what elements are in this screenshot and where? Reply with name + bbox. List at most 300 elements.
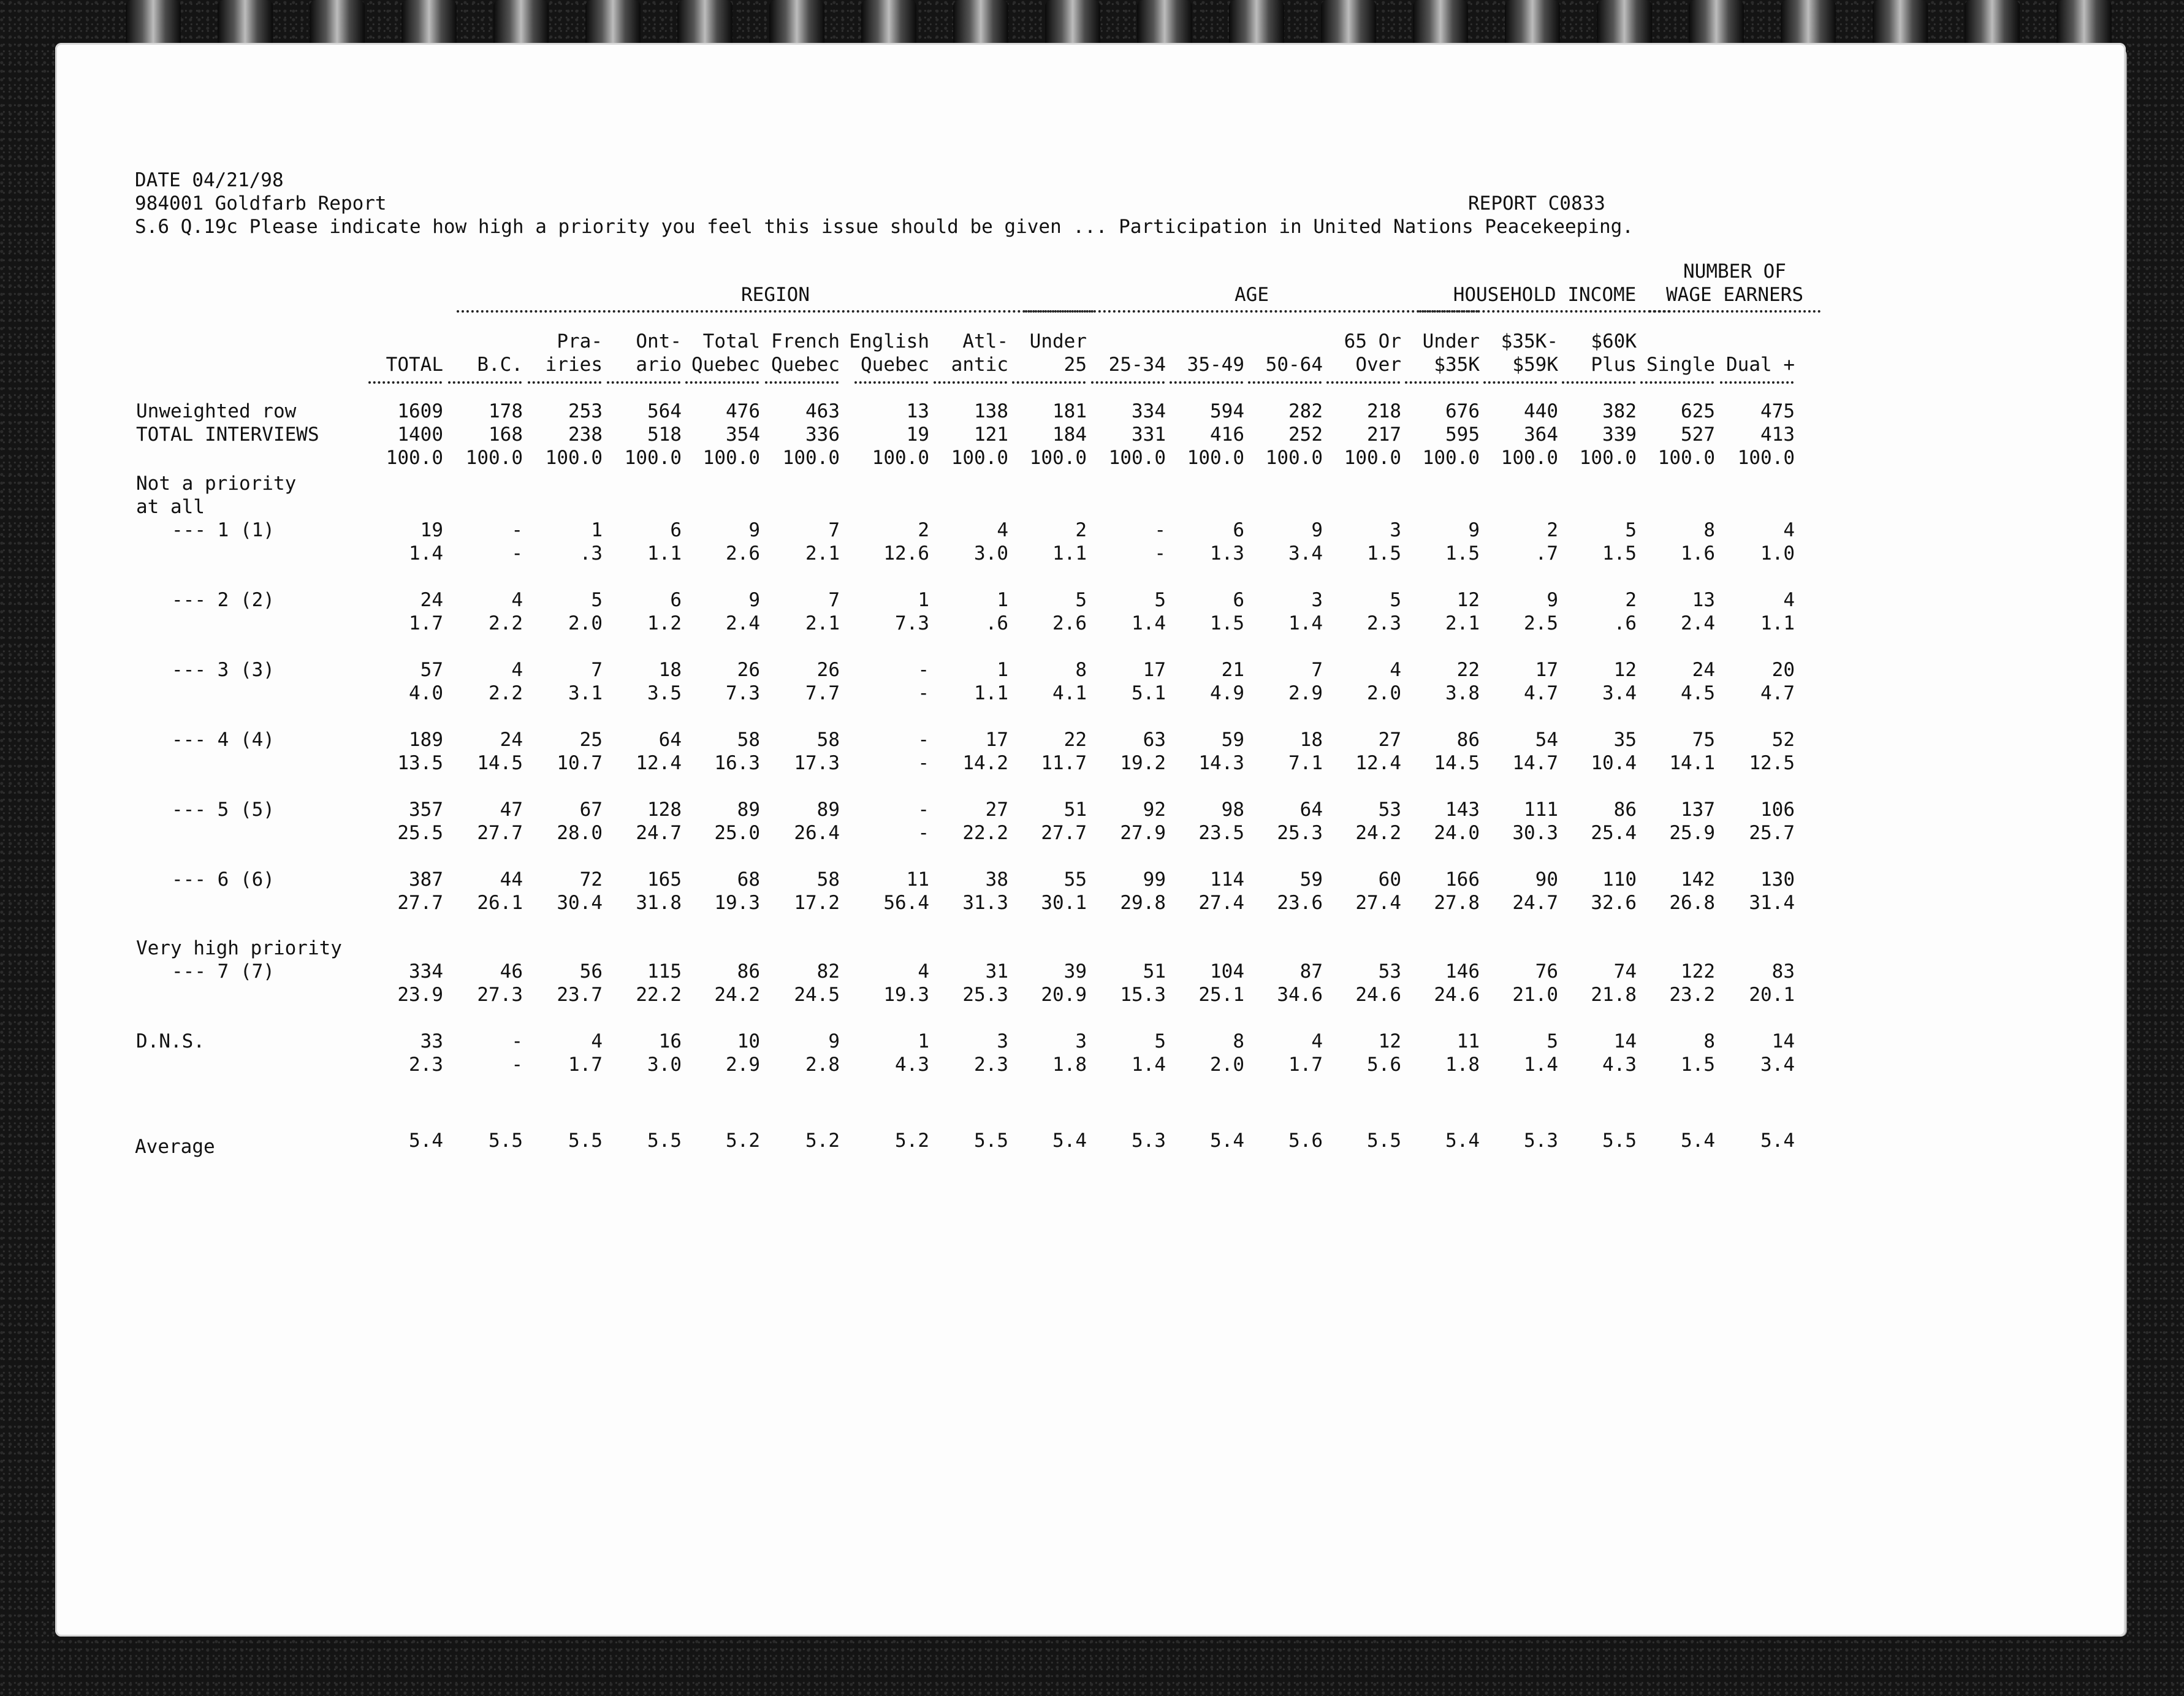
row-label: --- 7 (7) bbox=[172, 960, 275, 983]
count-cell: 26 bbox=[737, 659, 760, 681]
percent-cell: 5.1 bbox=[1132, 682, 1166, 704]
count-cell: 76 bbox=[1535, 960, 1558, 983]
percent-cell: 32.6 bbox=[1591, 892, 1637, 914]
column-header-rule bbox=[685, 381, 759, 384]
percent-cell: 1.1 bbox=[1052, 542, 1087, 565]
percent-cell: 2.0 bbox=[568, 612, 603, 634]
count-cell: 12 bbox=[1456, 589, 1480, 611]
percent-cell: 2.6 bbox=[726, 542, 760, 565]
average-cell: 5.5 bbox=[1367, 1130, 1401, 1152]
base-cell: 416 bbox=[1210, 424, 1244, 446]
column-header-line1: 65 Or bbox=[1344, 330, 1401, 352]
count-cell: 2 bbox=[1075, 519, 1087, 541]
count-cell: 26 bbox=[816, 659, 840, 681]
percent-cell: 14.5 bbox=[1434, 752, 1480, 774]
count-cell: 14 bbox=[1771, 1030, 1795, 1052]
average-cell: 5.3 bbox=[1132, 1130, 1166, 1152]
count-cell: 46 bbox=[500, 960, 523, 983]
count-cell: 7 bbox=[828, 589, 840, 611]
percent-cell: 22.2 bbox=[636, 984, 682, 1006]
count-cell: 74 bbox=[1613, 960, 1637, 983]
column-header-line2: Dual + bbox=[1726, 354, 1795, 376]
column-header-rule bbox=[528, 381, 601, 384]
count-cell: 25 bbox=[579, 729, 603, 751]
average-cell: 5.5 bbox=[568, 1130, 603, 1152]
count-cell: 9 bbox=[1547, 589, 1558, 611]
percent-cell: 19.2 bbox=[1120, 752, 1166, 774]
count-cell: 4 bbox=[1390, 659, 1401, 681]
base-cell: 100.0 bbox=[1265, 447, 1323, 469]
row-label: --- 2 (2) bbox=[172, 589, 275, 611]
base-cell: 1400 bbox=[397, 424, 443, 446]
base-cell: 413 bbox=[1760, 424, 1795, 446]
column-header-line2: $59K bbox=[1512, 354, 1558, 376]
average-cell: 5.2 bbox=[895, 1130, 929, 1152]
base-cell: 282 bbox=[1288, 400, 1323, 422]
percent-cell: 27.3 bbox=[477, 984, 523, 1006]
count-cell: 24 bbox=[1692, 659, 1715, 681]
percent-cell: 25.0 bbox=[714, 822, 760, 844]
column-header-rule bbox=[1248, 381, 1322, 384]
percent-cell: 27.4 bbox=[1355, 892, 1401, 914]
count-cell: 6 bbox=[670, 519, 682, 541]
count-cell: 142 bbox=[1681, 869, 1715, 891]
base-cell: 121 bbox=[974, 424, 1008, 446]
count-cell: 87 bbox=[1299, 960, 1323, 983]
count-cell: 3 bbox=[997, 1030, 1008, 1052]
percent-cell: 22.2 bbox=[962, 822, 1008, 844]
column-header-rule bbox=[1405, 381, 1478, 384]
percent-cell: 1.1 bbox=[1760, 612, 1795, 634]
percent-cell: 23.6 bbox=[1277, 892, 1323, 914]
percent-cell: 2.9 bbox=[1288, 682, 1323, 704]
percent-cell: 24.0 bbox=[1434, 822, 1480, 844]
count-cell: 8 bbox=[1233, 1030, 1244, 1052]
count-cell: 20 bbox=[1771, 659, 1795, 681]
count-cell: 114 bbox=[1210, 869, 1244, 891]
count-cell: 5 bbox=[1547, 1030, 1558, 1052]
column-header-rule bbox=[448, 381, 522, 384]
percent-cell: 27.7 bbox=[397, 892, 443, 914]
row-label: --- 5 (5) bbox=[172, 799, 275, 821]
percent-cell: 4.7 bbox=[1524, 682, 1558, 704]
count-cell: 58 bbox=[816, 729, 840, 751]
count-cell: 68 bbox=[737, 869, 760, 891]
column-header-line1: Under bbox=[1422, 330, 1480, 352]
count-cell: 9 bbox=[748, 519, 760, 541]
percent-cell: - bbox=[918, 682, 929, 704]
percent-cell: 10.7 bbox=[557, 752, 603, 774]
base-cell: 336 bbox=[805, 424, 840, 446]
percent-cell: 3.0 bbox=[974, 542, 1008, 565]
base-cell: 100.0 bbox=[545, 447, 603, 469]
percent-cell: 24.6 bbox=[1434, 984, 1480, 1006]
count-cell: 6 bbox=[670, 589, 682, 611]
base-cell: 331 bbox=[1132, 424, 1166, 446]
percent-cell: 27.7 bbox=[477, 822, 523, 844]
percent-cell: 1.5 bbox=[1602, 542, 1637, 565]
percent-cell: 2.1 bbox=[1445, 612, 1480, 634]
count-cell: 1 bbox=[918, 589, 929, 611]
percent-cell: 15.3 bbox=[1120, 984, 1166, 1006]
percent-cell: 19.3 bbox=[883, 984, 929, 1006]
column-header-line1: Pra- bbox=[557, 330, 603, 352]
average-cell: 5.2 bbox=[805, 1130, 840, 1152]
count-cell: 53 bbox=[1378, 960, 1401, 983]
count-cell: 60 bbox=[1378, 869, 1401, 891]
percent-cell: 56.4 bbox=[883, 892, 929, 914]
percent-cell: 4.3 bbox=[1602, 1054, 1637, 1076]
percent-cell: 25.5 bbox=[397, 822, 443, 844]
count-cell: 24 bbox=[500, 729, 523, 751]
count-cell: 2 bbox=[918, 519, 929, 541]
percent-cell: 7.3 bbox=[726, 682, 760, 704]
base-cell: 138 bbox=[974, 400, 1008, 422]
base-label-unweighted: Unweighted row bbox=[136, 400, 297, 422]
group-wage-earners-line1: NUMBER OF bbox=[1683, 260, 1786, 283]
column-header-line1: Total bbox=[702, 330, 760, 352]
column-header-line2: Quebec bbox=[861, 354, 929, 376]
percent-cell: 7.3 bbox=[895, 612, 929, 634]
group-household-income: HOUSEHOLD INCOME bbox=[1453, 284, 1637, 306]
column-header-line1: English bbox=[849, 330, 929, 352]
report-page bbox=[55, 43, 2126, 1637]
count-cell: 33 bbox=[420, 1030, 443, 1052]
report-name: 984001 Goldfarb Report bbox=[135, 192, 387, 215]
count-cell: 64 bbox=[658, 729, 682, 751]
count-cell: 9 bbox=[748, 589, 760, 611]
percent-cell: 31.4 bbox=[1749, 892, 1795, 914]
percent-cell: 24.7 bbox=[636, 822, 682, 844]
count-cell: 11 bbox=[1456, 1030, 1480, 1052]
count-cell: 5 bbox=[1154, 1030, 1166, 1052]
count-cell: 52 bbox=[1771, 729, 1795, 751]
percent-cell: 25.7 bbox=[1749, 822, 1795, 844]
count-cell: 387 bbox=[409, 869, 443, 891]
column-header-line2: Quebec bbox=[691, 354, 760, 376]
percent-cell: 1.1 bbox=[974, 682, 1008, 704]
percent-cell: 20.1 bbox=[1749, 984, 1795, 1006]
base-cell: 527 bbox=[1681, 424, 1715, 446]
base-cell: 625 bbox=[1681, 400, 1715, 422]
percent-cell: - bbox=[918, 752, 929, 774]
base-cell: 334 bbox=[1132, 400, 1166, 422]
count-cell: 14 bbox=[1613, 1030, 1637, 1052]
percent-cell: 2.3 bbox=[409, 1054, 443, 1076]
percent-cell: 2.4 bbox=[1681, 612, 1715, 634]
column-header-line2: $35K bbox=[1434, 354, 1480, 376]
percent-cell: 26.1 bbox=[477, 892, 523, 914]
average-cell: 5.5 bbox=[647, 1130, 682, 1152]
group-wage-earners-line2: WAGE EARNERS bbox=[1666, 284, 1803, 306]
percent-cell: 12.4 bbox=[1355, 752, 1401, 774]
count-cell: 3 bbox=[1311, 589, 1323, 611]
percent-cell: 13.5 bbox=[397, 752, 443, 774]
percent-cell: 24.6 bbox=[1355, 984, 1401, 1006]
percent-cell: 14.7 bbox=[1512, 752, 1558, 774]
count-cell: 11 bbox=[906, 869, 929, 891]
percent-cell: 1.5 bbox=[1367, 542, 1401, 565]
count-cell: 59 bbox=[1221, 729, 1244, 751]
percent-cell: 25.9 bbox=[1669, 822, 1715, 844]
percent-cell: 4.3 bbox=[895, 1054, 929, 1076]
count-cell: 122 bbox=[1681, 960, 1715, 983]
base-cell: 19 bbox=[906, 424, 929, 446]
base-cell: 100.0 bbox=[1344, 447, 1401, 469]
base-cell: 238 bbox=[568, 424, 603, 446]
column-header-rule bbox=[854, 381, 928, 384]
count-cell: 58 bbox=[737, 729, 760, 751]
count-cell: 55 bbox=[1063, 869, 1087, 891]
base-cell: 13 bbox=[906, 400, 929, 422]
count-cell: 110 bbox=[1602, 869, 1637, 891]
base-cell: 100.0 bbox=[1422, 447, 1480, 469]
base-cell: 218 bbox=[1367, 400, 1401, 422]
column-header-line2: antic bbox=[951, 354, 1008, 376]
count-cell: 1 bbox=[918, 1030, 929, 1052]
percent-cell: 27.8 bbox=[1434, 892, 1480, 914]
base-cell: 339 bbox=[1602, 424, 1637, 446]
column-header-rule bbox=[1562, 381, 1635, 384]
base-cell: 181 bbox=[1052, 400, 1087, 422]
count-cell: 4 bbox=[918, 960, 929, 983]
percent-cell: 27.7 bbox=[1041, 822, 1087, 844]
percent-cell: .7 bbox=[1535, 542, 1558, 565]
percent-cell: 26.4 bbox=[794, 822, 840, 844]
count-cell: 98 bbox=[1221, 799, 1244, 821]
base-cell: 168 bbox=[489, 424, 523, 446]
percent-cell: 1.7 bbox=[1288, 1054, 1323, 1076]
base-cell: 440 bbox=[1524, 400, 1558, 422]
count-cell: 47 bbox=[500, 799, 523, 821]
percent-cell: 1.7 bbox=[409, 612, 443, 634]
count-cell: 357 bbox=[409, 799, 443, 821]
count-cell: 67 bbox=[579, 799, 603, 821]
percent-cell: 14.3 bbox=[1198, 752, 1244, 774]
average-cell: 5.5 bbox=[1602, 1130, 1637, 1152]
percent-cell: 2.3 bbox=[1367, 612, 1401, 634]
count-cell: 4 bbox=[511, 589, 523, 611]
percent-cell: 25.1 bbox=[1198, 984, 1244, 1006]
percent-cell: 2.6 bbox=[1052, 612, 1087, 634]
base-cell: 354 bbox=[726, 424, 760, 446]
count-cell: 51 bbox=[1063, 799, 1087, 821]
count-cell: 21 bbox=[1221, 659, 1244, 681]
column-header-rule bbox=[1170, 381, 1243, 384]
count-cell: 9 bbox=[828, 1030, 840, 1052]
count-cell: 18 bbox=[1299, 729, 1323, 751]
percent-cell: 14.5 bbox=[477, 752, 523, 774]
count-cell: 53 bbox=[1378, 799, 1401, 821]
percent-cell: 1.0 bbox=[1760, 542, 1795, 565]
count-cell: 111 bbox=[1524, 799, 1558, 821]
count-cell: - bbox=[918, 799, 929, 821]
base-cell: 100.0 bbox=[465, 447, 523, 469]
group-age: AGE bbox=[1235, 284, 1269, 306]
percent-cell: 1.5 bbox=[1210, 612, 1244, 634]
count-cell: 6 bbox=[1233, 589, 1244, 611]
percent-cell: 30.4 bbox=[557, 892, 603, 914]
count-cell: 16 bbox=[658, 1030, 682, 1052]
percent-cell: 1.4 bbox=[409, 542, 443, 565]
percent-cell: 1.5 bbox=[1445, 542, 1480, 565]
column-header-line2: 25-34 bbox=[1108, 354, 1166, 376]
count-cell: 9 bbox=[1468, 519, 1480, 541]
base-cell: 364 bbox=[1524, 424, 1558, 446]
count-cell: 115 bbox=[647, 960, 682, 983]
percent-cell: 14.2 bbox=[962, 752, 1008, 774]
percent-cell: 10.4 bbox=[1591, 752, 1637, 774]
count-cell: - bbox=[511, 1030, 523, 1052]
percent-cell: 5.6 bbox=[1367, 1054, 1401, 1076]
column-header-line2: Over bbox=[1355, 354, 1401, 376]
percent-cell: 2.2 bbox=[489, 682, 523, 704]
percent-cell: 1.2 bbox=[647, 612, 682, 634]
base-cell: 100.0 bbox=[624, 447, 682, 469]
average-label: Average bbox=[135, 1136, 215, 1158]
column-header-line2: Quebec bbox=[771, 354, 840, 376]
percent-cell: 29.8 bbox=[1120, 892, 1166, 914]
count-cell: 9 bbox=[1311, 519, 1323, 541]
percent-cell: 4.9 bbox=[1210, 682, 1244, 704]
percent-cell: 31.8 bbox=[636, 892, 682, 914]
percent-cell: 1.4 bbox=[1288, 612, 1323, 634]
count-cell: 5 bbox=[1154, 589, 1166, 611]
question-text: S.6 Q.19c Please indicate how high a priority you feel this issue should be given ... Participation in United Nations Peacekeeping. bbox=[135, 216, 1634, 238]
count-cell: 8 bbox=[1703, 1030, 1715, 1052]
wage-rule bbox=[1649, 310, 1821, 313]
column-header-line1: French bbox=[771, 330, 840, 352]
percent-cell: 3.8 bbox=[1445, 682, 1480, 704]
count-cell: 104 bbox=[1210, 960, 1244, 983]
row-label: D.N.S. bbox=[136, 1030, 205, 1052]
percent-cell: 11.7 bbox=[1041, 752, 1087, 774]
percent-cell: 4.7 bbox=[1760, 682, 1795, 704]
base-cell: 217 bbox=[1367, 424, 1401, 446]
average-cell: 5.6 bbox=[1288, 1130, 1323, 1152]
base-cell: 100.0 bbox=[951, 447, 1008, 469]
percent-cell: .6 bbox=[1613, 612, 1637, 634]
percent-cell: 2.1 bbox=[805, 542, 840, 565]
percent-cell: 3.1 bbox=[568, 682, 603, 704]
percent-cell: 2.4 bbox=[726, 612, 760, 634]
average-cell: 5.4 bbox=[409, 1130, 443, 1152]
count-cell: 51 bbox=[1143, 960, 1166, 983]
count-cell: 82 bbox=[816, 960, 840, 983]
base-cell: 518 bbox=[647, 424, 682, 446]
count-cell: 143 bbox=[1445, 799, 1480, 821]
column-header-line1: Ont- bbox=[636, 330, 682, 352]
row-group-label: Not a priority bbox=[136, 473, 297, 495]
count-cell: 189 bbox=[409, 729, 443, 751]
count-cell: 6 bbox=[1233, 519, 1244, 541]
average-cell: 5.4 bbox=[1681, 1130, 1715, 1152]
percent-cell: 17.3 bbox=[794, 752, 840, 774]
base-cell: 475 bbox=[1760, 400, 1795, 422]
percent-cell: 4.5 bbox=[1681, 682, 1715, 704]
count-cell: 2 bbox=[1625, 589, 1637, 611]
count-cell: 31 bbox=[985, 960, 1008, 983]
percent-cell: - bbox=[1154, 542, 1166, 565]
column-header-rule bbox=[1640, 381, 1714, 384]
count-cell: 58 bbox=[816, 869, 840, 891]
count-cell: - bbox=[918, 729, 929, 751]
percent-cell: 27.9 bbox=[1120, 822, 1166, 844]
percent-cell: 1.5 bbox=[1681, 1054, 1715, 1076]
base-cell: 463 bbox=[805, 400, 840, 422]
percent-cell: 1.7 bbox=[568, 1054, 603, 1076]
count-cell: 54 bbox=[1535, 729, 1558, 751]
percent-cell: 23.5 bbox=[1198, 822, 1244, 844]
percent-cell: 2.1 bbox=[805, 612, 840, 634]
percent-cell: - bbox=[511, 1054, 523, 1076]
percent-cell: 3.0 bbox=[647, 1054, 682, 1076]
column-header-rule bbox=[1483, 381, 1557, 384]
percent-cell: 25.3 bbox=[962, 984, 1008, 1006]
row-group-label: at all bbox=[136, 496, 205, 518]
base-cell: 100.0 bbox=[1657, 447, 1715, 469]
percent-cell: 30.3 bbox=[1512, 822, 1558, 844]
column-header-line1: $60K bbox=[1591, 330, 1637, 352]
count-cell: 5 bbox=[1390, 589, 1401, 611]
count-cell: 57 bbox=[420, 659, 443, 681]
average-cell: 5.5 bbox=[974, 1130, 1008, 1152]
count-cell: 59 bbox=[1299, 869, 1323, 891]
count-cell: 1 bbox=[997, 589, 1008, 611]
percent-cell: 14.1 bbox=[1669, 752, 1715, 774]
count-cell: 90 bbox=[1535, 869, 1558, 891]
count-cell: 7 bbox=[591, 659, 603, 681]
percent-cell: 1.6 bbox=[1681, 542, 1715, 565]
average-cell: 5.5 bbox=[489, 1130, 523, 1152]
base-cell: 100.0 bbox=[1108, 447, 1166, 469]
count-cell: 4 bbox=[511, 659, 523, 681]
percent-cell: 2.0 bbox=[1210, 1054, 1244, 1076]
count-cell: 39 bbox=[1063, 960, 1087, 983]
column-header-rule bbox=[1326, 381, 1400, 384]
base-cell: 253 bbox=[568, 400, 603, 422]
count-cell: 63 bbox=[1143, 729, 1166, 751]
base-cell: 100.0 bbox=[702, 447, 760, 469]
column-header-line1: Under bbox=[1029, 330, 1087, 352]
count-cell: 72 bbox=[579, 869, 603, 891]
count-cell: 8 bbox=[1075, 659, 1087, 681]
percent-cell: 24.7 bbox=[1512, 892, 1558, 914]
percent-cell: 24.5 bbox=[794, 984, 840, 1006]
count-cell: 27 bbox=[985, 799, 1008, 821]
percent-cell: - bbox=[511, 542, 523, 565]
column-header-line2: 25 bbox=[1063, 354, 1087, 376]
percent-cell: 25.3 bbox=[1277, 822, 1323, 844]
percent-cell: 23.2 bbox=[1669, 984, 1715, 1006]
average-cell: 5.4 bbox=[1210, 1130, 1244, 1152]
count-cell: 56 bbox=[579, 960, 603, 983]
count-cell: 3 bbox=[1390, 519, 1401, 541]
percent-cell: 3.5 bbox=[647, 682, 682, 704]
percent-cell: 3.4 bbox=[1760, 1054, 1795, 1076]
column-header-line2: Plus bbox=[1591, 354, 1637, 376]
percent-cell: 2.5 bbox=[1524, 612, 1558, 634]
count-cell: 86 bbox=[1613, 799, 1637, 821]
percent-cell: 1.1 bbox=[647, 542, 682, 565]
count-cell: 5 bbox=[1075, 589, 1087, 611]
base-cell: 100.0 bbox=[1187, 447, 1244, 469]
count-cell: - bbox=[1154, 519, 1166, 541]
percent-cell: 1.8 bbox=[1445, 1054, 1480, 1076]
count-cell: 17 bbox=[985, 729, 1008, 751]
percent-cell: 7.7 bbox=[805, 682, 840, 704]
base-cell: 100.0 bbox=[386, 447, 443, 469]
